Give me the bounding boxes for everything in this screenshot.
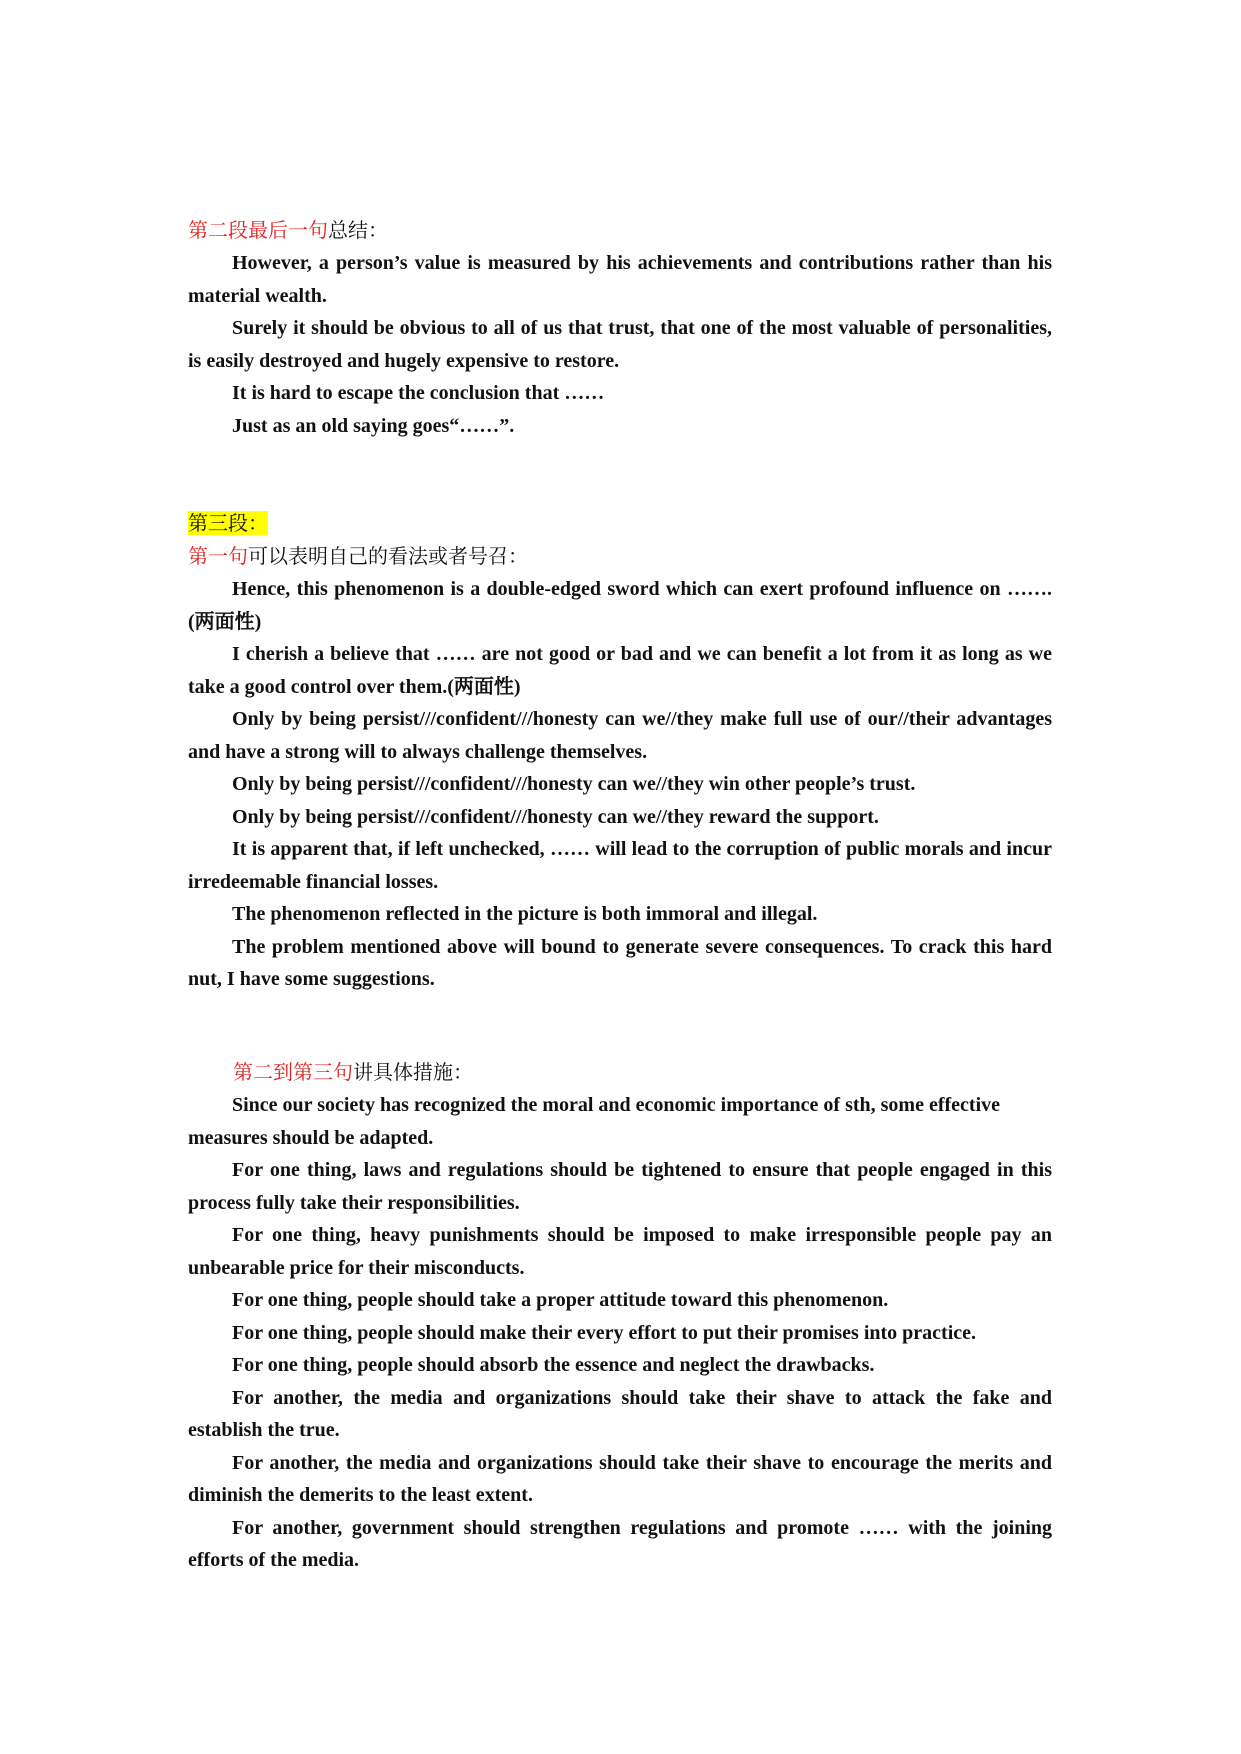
sentence-paragraph: Just as an old saying goes“……”. [232,414,515,437]
sentence-paragraph: The phenomenon reflected in the picture is both immoral and illegal. [232,903,818,925]
section-heading [188,1056,1052,1089]
heading-text: 可以表明自己的看法或者号召： [248,544,528,568]
sentence-paragraph: It is hard to escape the conclusion that …… [232,382,605,404]
section-paragraph-three [188,507,1052,996]
sentence-paragraph: However, a person’s value is measured by his achievements and contributions rather than his material wealth. [188,252,1052,307]
sentence-paragraph: Hence, this phenomenon is a double-edged sword which can exert profound influence on ……. (两面性) [188,578,1052,633]
sentence-paragraph: Only by being persist///confident///honesty can we//they win other people’s trust. [232,773,916,795]
sentence-paragraph: For one thing, people should absorb the essence and neglect the drawbacks. [232,1354,875,1376]
sentence-paragraph: Only by being persist///confident///honesty can we//they reward the support. [232,805,879,828]
section-paragraph-two-ending [188,214,1052,442]
sentence-paragraph: It is apparent that, if left unchecked, …… will lead to the corruption of public morals and incur irredeemable financial losses. [188,838,1052,893]
sentence-paragraph: For another, the media and organizations should take their shave to encourage the merits and diminish the demerits to the least extent. [188,1451,1052,1506]
section-specific-measures [188,1056,1052,1577]
sentence-paragraph: I cherish a believe that …… are not good or bad and we can benefit a lot from it as long as we take a good control over them.(两面性) [188,643,1052,698]
sentence-paragraph: Since our society has recognized the moral and economic importance of sth, some effective measures should be adapted. [188,1094,1000,1149]
sentence-paragraph: For one thing, laws and regulations should be tightened to ensure that people engaged in this process fully take their responsibilities. [188,1159,1052,1214]
sentence-paragraph: The problem mentioned above will bound to generate severe consequences. To crack this hard nut, I have some suggestions. [188,935,1052,990]
heading-text: 讲具体措施： [353,1060,473,1084]
sentence-paragraph: For one thing, heavy punishments should be imposed to make irresponsible people pay an unbearable price for their misconducts. [188,1224,1052,1279]
heading-highlight-text: 第二到第三句 [233,1060,353,1084]
sentence-paragraph: For one thing, people should make their every effort to put their promises into practice. [232,1321,977,1344]
heading-text: 总结： [328,218,388,242]
heading-highlight-text: 第二段最后一句 [188,218,328,242]
sentence-paragraph: Only by being persist///confident///honesty can we//they make full use of our//their advantages and have a strong will to always challenge themselves. [188,708,1052,763]
sentence-paragraph: For another, government should strengthen regulations and promote …… with the joining efforts of the media. [188,1516,1052,1571]
sentence-paragraph: For one thing, people should take a proper attitude toward this phenomenon. [232,1289,889,1311]
section-heading [188,540,1052,573]
section-heading [188,214,1052,247]
sentence-paragraph: For another, the media and organizations should take their shave to attack the fake and establish the true. [188,1386,1052,1441]
document-page [188,0,1052,1754]
highlighted-section-title: 第三段： [188,511,268,535]
section-title [188,507,1052,540]
sentence-paragraph: Surely it should be obvious to all of us that trust, that one of the most valuable of personalities, is easily destroyed and hugely expensive to restore. [188,317,1052,372]
heading-highlight-text: 第一句 [188,544,248,568]
